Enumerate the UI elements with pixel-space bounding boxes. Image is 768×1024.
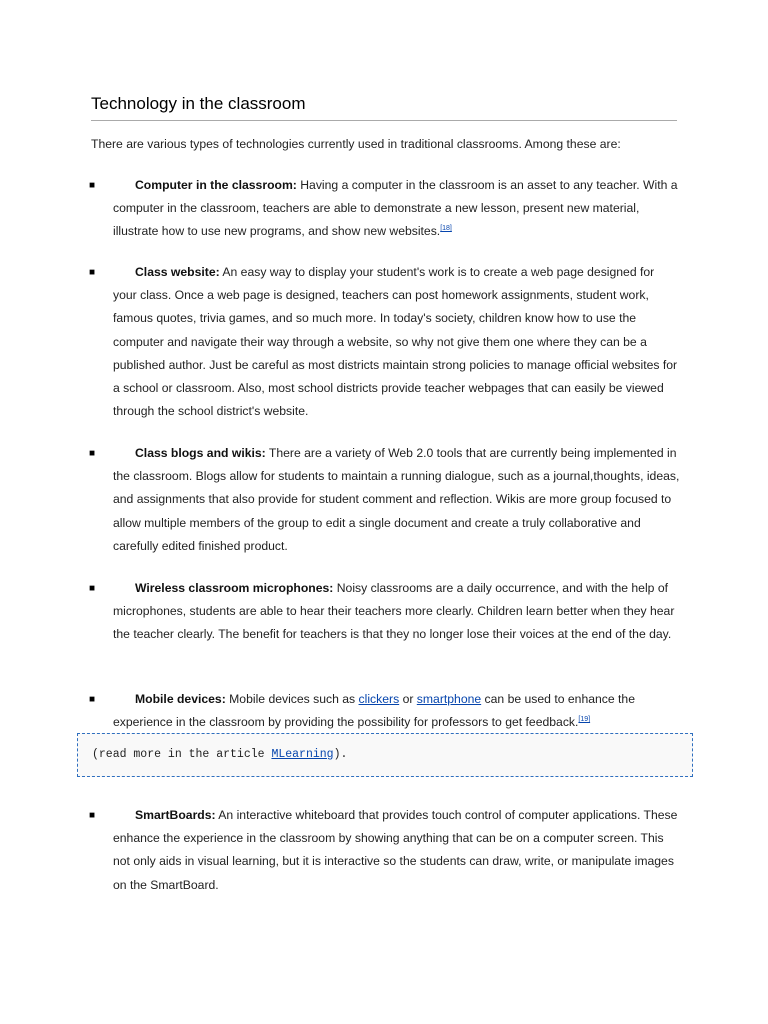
- item-text: can be used to enhance the experience in the classroom by providing the possibility for professors to get feedback.: [113, 692, 635, 730]
- list-item: [89, 688, 681, 734]
- item-title: Mobile devices:: [135, 692, 226, 706]
- bullet-icon: ■: [89, 180, 96, 191]
- mlearning-link[interactable]: MLearning: [271, 748, 334, 761]
- citation-link[interactable]: [18]: [440, 225, 452, 233]
- citation-ref: [578, 716, 590, 723]
- read-more-suffix: ).: [333, 748, 348, 761]
- bullet-icon: ■: [89, 694, 96, 705]
- read-more-box: [77, 733, 693, 777]
- item-title: Wireless classroom microphones:: [135, 581, 334, 595]
- smartphone-link[interactable]: smartphone: [416, 692, 482, 706]
- item-title: Computer in the classroom:: [135, 178, 297, 192]
- bullet-icon: ■: [89, 583, 96, 594]
- item-title: Class blogs and wikis:: [135, 446, 266, 460]
- item-text: Having a computer in the classroom is an asset to any teacher. With a computer in the classroom, teachers are able to demonstrate a new lesson, present new material, illustrate how to use new programs, and show new websites.: [113, 178, 678, 239]
- list-item: [89, 261, 681, 423]
- section-heading: Technology in the classroom: [91, 93, 677, 121]
- list-item: [89, 442, 681, 558]
- item-text: Noisy classrooms are a daily occurrence, and with the help of microphones, students are able to hear their teachers more clearly. Children learn better when they hear the teacher clearly. The benefit for teachers is that they no longer lose their voices at the end of the day.: [113, 581, 675, 642]
- intro-paragraph: There are various types of technologies currently used in traditional classrooms. Among these are:: [91, 137, 621, 151]
- bullet-icon: ■: [89, 267, 96, 278]
- item-text: or: [399, 692, 417, 706]
- item-title: Class website:: [135, 265, 220, 279]
- bullet-icon: ■: [89, 810, 96, 821]
- list-item: [89, 174, 681, 244]
- clickers-link[interactable]: clickers: [358, 692, 400, 706]
- item-text: An interactive whiteboard that provides touch control of computer applications. These enhance the experience in the classroom by showing anything that can be on a computer screen. This not only aids in visual learning, but it is interactive so the students can draw, write, or manipulate images on the SmartBoard.: [113, 808, 678, 892]
- item-text: There are a variety of Web 2.0 tools that are currently being implemented in the classroom. Blogs allow for students to maintain a running dialogue, such as a journal,thoughts, ideas, and assignments that also provide for student comment and reflection. Wikis are more group focused to allow multiple members of the group to edit a single document and create a truly collaborative and carefully edited finished product.: [113, 446, 680, 553]
- item-text: An easy way to display your student's work is to create a web page designed for your class. Once a web page is designed, teachers can post homework assignments, student work, famous quotes, trivia games, and so much more. In today's society, children know how to use the computer and navigate their way through a website, so why not give them one where they can be a published author. Just be careful as most districts maintain strong policies to manage official websites for a school or classroom. Also, most school districts provide teacher webpages that can easily be viewed through the school district's website.: [113, 265, 678, 419]
- citation-ref: [440, 225, 452, 232]
- list-item: [89, 577, 681, 647]
- bullet-icon: ■: [89, 448, 96, 459]
- citation-link[interactable]: [19]: [578, 716, 591, 724]
- read-more-text: [92, 748, 347, 761]
- item-text: Mobile devices such as: [225, 692, 359, 706]
- list-item: [89, 804, 681, 897]
- item-title: SmartBoards:: [135, 808, 216, 822]
- read-more-prefix: (read more in the article: [92, 748, 272, 761]
